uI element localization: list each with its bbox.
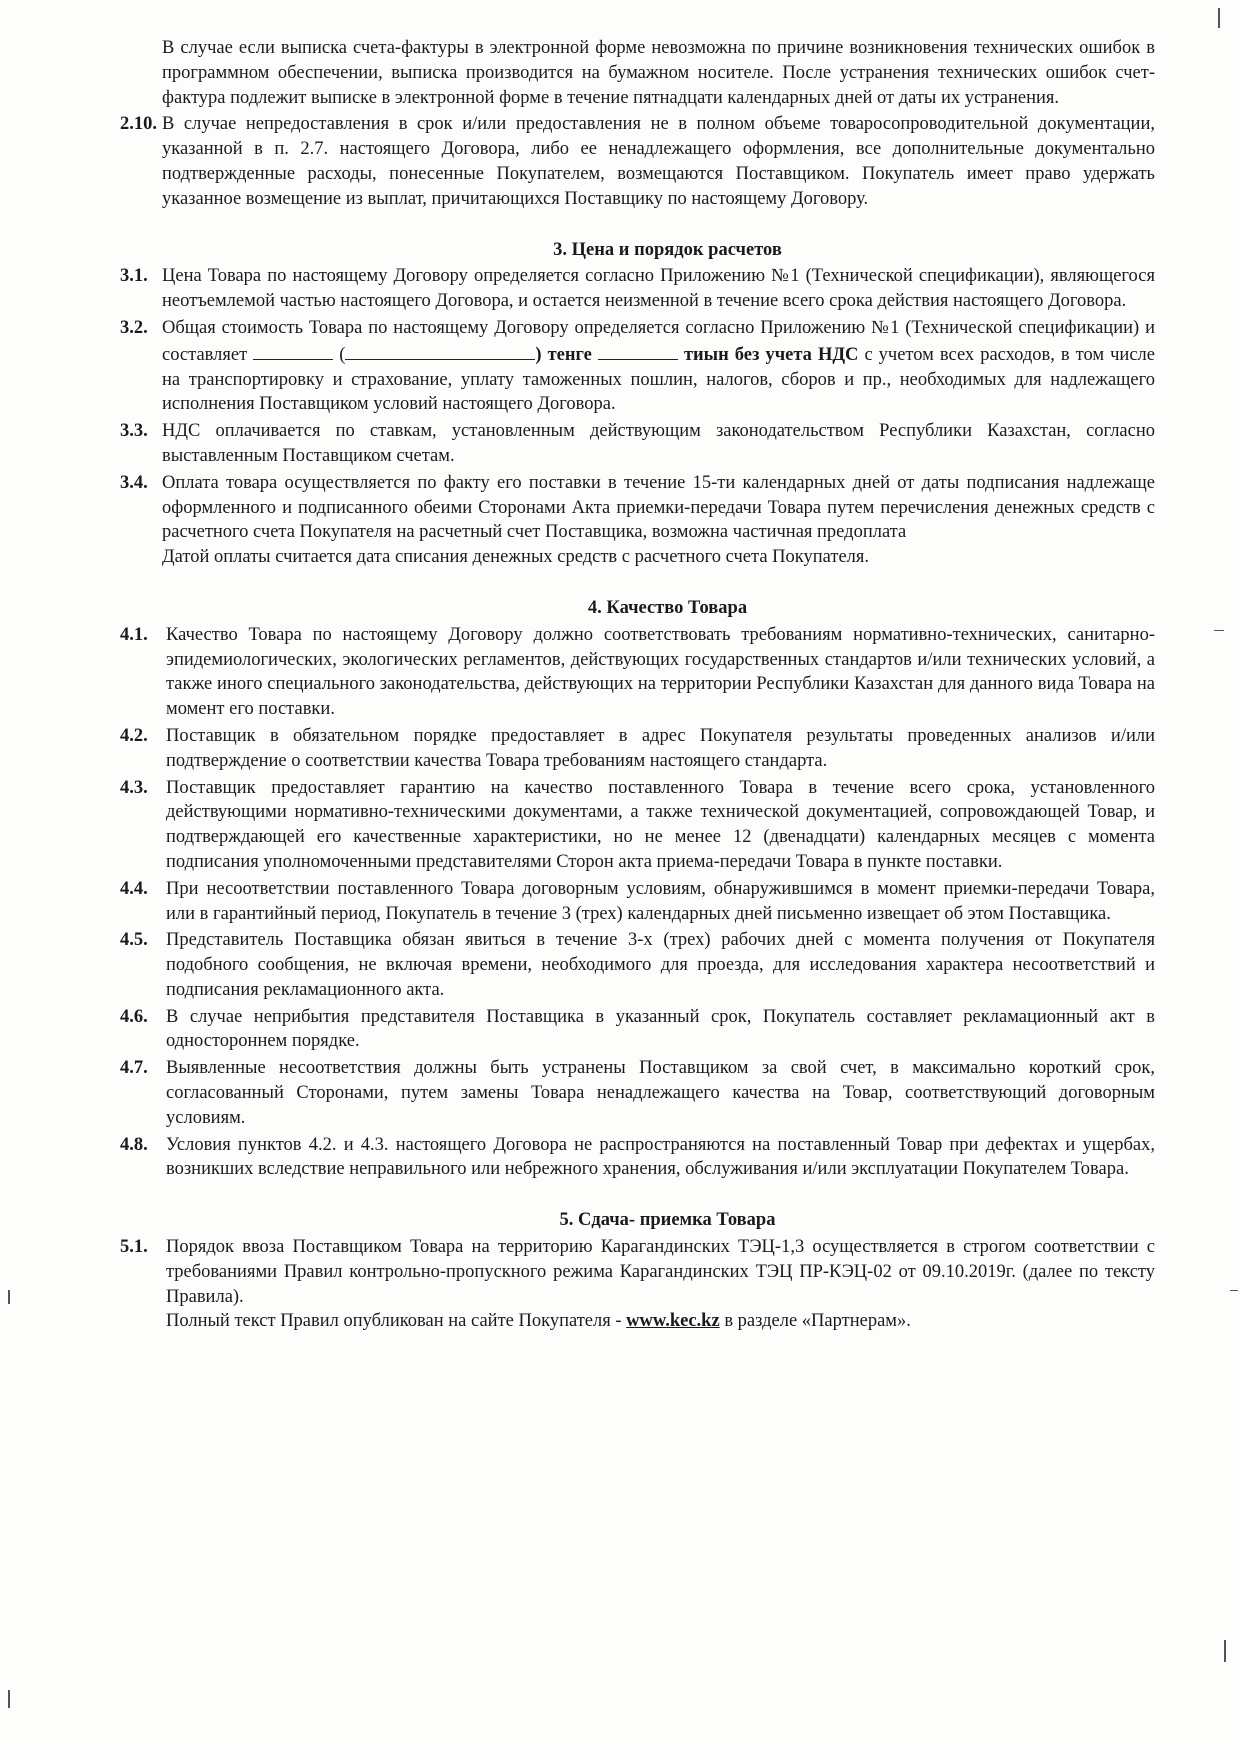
clause-5-1 [120,1235,1155,1309]
clause-number: 4.3. [120,777,148,798]
clause-3-3 [120,419,1155,469]
tenge-label: ) тенге [535,344,592,365]
clause-text: При несоответствии поставленного Товара договорным условиям, обнаружившимся в момент приемки-передачи Товара, или в гарантийный период, Покупатель в течение 3 (трех) календарных дней письменно извещает об этом Поставщика. [166,878,1155,924]
clause-4-7 [120,1056,1155,1130]
clause-3-2 [120,316,1155,417]
section-4-heading: 4. Качество Товара [587,597,748,618]
clause-3-2-text-b: с учетом всех расходов, в том числе на транспортировку и страхование, уплату таможенных пошлин, налогов, сборов и пр., необходимых для надлежащего исполнения Поставщиком условий настоящего Договора. [162,344,1155,415]
clause-text: Оплата товара осуществляется по факту его поставки в течение 15-ти календарных дней от даты подписания надлежаще оформленного и подписанного обеими Сторонами Акта приемки-передачи Товара путем перечисления денежных средств с расчетного счета Покупателя на расчетный счет Поставщика, возможна частичная предоплата [162,472,1155,543]
tiyn-blank[interactable] [598,341,678,360]
clause-text: Качество Товара по настоящему Договору должно соответствовать требованиям нормативно-технических, санитарно-эпидемиологических, экологических регламентов, действующих государственных стандартов и/или технических условий, а также иного специального законодательства, действующих на территории Республики Казахстан для данного вида Товара на момент его поставки. [166,624,1155,720]
clause-4-2 [120,724,1155,774]
clause-number: 5.1. [120,1237,148,1258]
clause-number: 4.7. [120,1058,148,1079]
clause-text: В случае неприбытия представителя Поставщика в указанный срок, Покупатель составляет рекламационный акт в одностороннем порядке. [166,1006,1155,1052]
scan-edge-mark [1218,8,1220,28]
amount-words-blank[interactable] [345,341,535,360]
scan-edge-mark [1230,1290,1238,1291]
clause-3-1 [120,264,1155,314]
clause-number: 4.2. [120,725,148,746]
clause-text: НДС оплачивается по ставкам, установленным действующим законодательством Республики Казахстан, согласно выставленным Поставщиком счетам. [162,421,1155,466]
scan-edge-mark [8,1290,10,1304]
clause-number: 3.2. [120,317,148,338]
clause-number: 3.1. [120,266,148,287]
clause-number: 4.4. [120,878,148,899]
clause-text: Условия пунктов 4.2. и 4.3. настоящего Договора не распространяются на поставленный Товар при дефектах и ущербах, возникших вследствие неправильного или небрежного хранения, обслуживания и/или эксплуатации Покупателем Товара. [166,1134,1155,1180]
document-body [120,36,1155,1334]
clause-text: Представитель Поставщика обязан явиться в течение 3-х (трех) рабочих дней с момента получения от Покупателя подобного сообщения, не включая времени, необходимого для проезда, для исследования характера несоответствий и подписания рекламационного акта. [166,930,1155,1000]
payment-date-note: Датой оплаты считается дата списания денежных средств с расчетного счета Покупателя. [162,547,870,568]
clause-4-4 [120,877,1155,927]
tiyn-label: тиын без учета НДС [683,344,859,365]
paragraph-2-9-continuation: В случае если выписка счета-фактуры в электронной форме невозможна по причине возникновения технических ошибок в программном обеспечении, выписка производится на бумажном носителе. После устранения технических ошибок счет-фактура подлежит выписке в электронной форме в течение пятнадцати календарных дней от даты их устранения. [162,38,1155,108]
clause-number: 3.4. [120,472,148,493]
clause-2-10 [120,112,1155,211]
scan-edge-mark [1224,1640,1226,1662]
clause-number: 4.5. [120,930,148,951]
section-5-heading: 5. Сдача- приемка Товара [559,1210,776,1231]
scan-edge-mark [1214,630,1224,631]
clause-3-2-text-a: Общая стоимость Товара по настоящему Договору определяется согласно Приложению №1 (Технической спецификации) и составляет [162,317,1155,365]
clause-4-3 [120,776,1155,875]
clause-number: 4.6. [120,1006,148,1027]
rules-note-text-a: Полный текст Правил опубликован на сайте Покупателя - [166,1311,622,1332]
clause-text [162,316,1155,417]
rules-publication-note [120,1309,1155,1334]
clause-number: 2.10. [120,114,157,135]
rules-note-text-b: в разделе «Партнерам». [724,1311,911,1332]
clause-text: Порядок ввоза Поставщиком Товара на территорию Карагандинских ТЭЦ-1,3 осуществляется в строгом соответствии с требованиями Правил контрольно-пропускного режима Карагандинских ТЭЦ ПР-КЭЦ-02 от 09.10.2019г. (далее по тексту Правила). [166,1237,1155,1307]
clause-number: 4.1. [120,624,148,645]
clause-4-6 [120,1005,1155,1055]
clause-4-1 [120,623,1155,722]
amount-figures-blank[interactable] [253,341,333,360]
clause-text: Цена Товара по настоящему Договору определяется согласно Приложению №1 (Технической спецификации), являющегося неотъемлемой частью настоящего Договора, и остается неизменной в течение всего срока действия настоящего Договора. [162,266,1155,312]
website-link[interactable]: www.kec.kz [626,1311,720,1332]
clause-text: Выявленные несоответствия должны быть устранены Поставщиком за свой счет, в максимально короткий срок, согласованный Сторонами, путем замены Товара ненадлежащего качества на Товар, соответствующий договорным условиям. [166,1058,1155,1128]
paren-open: ( [339,344,346,365]
clause-number: 4.8. [120,1134,148,1155]
clause-3-4 [120,471,1155,545]
scan-edge-mark [8,1690,10,1708]
clause-text: Поставщик предоставляет гарантию на качество поставленного Товара в течение всего срока, установленного действующими нормативно-техническими документами, а также технической документацией, сопровождающей Товар, и подтверждающей его качественные характеристики, но не менее 12 (двенадцати) календарных месяцев с момента подписания уполномоченными представителями Сторон акта приема-передачи Товара в пункте поставки. [166,777,1155,872]
clause-4-8 [120,1133,1155,1183]
clause-4-5 [120,928,1155,1002]
section-3-heading: 3. Цена и порядок расчетов [553,239,782,260]
clause-number: 3.3. [120,421,148,442]
clause-text: Поставщик в обязательном порядке предоставляет в адрес Покупателя результаты проведенных анализов и/или подтверждение о соответствии качества Товара требованиям настоящего стандарта. [166,725,1155,771]
clause-text: В случае непредоставления в срок и/или предоставления не в полном объеме товаросопроводительной документации, указанной в п. 2.7. настоящего Договора, либо ее ненадлежащего оформления, все дополнительные документально подтвержденные расходы, понесенные Покупателем, возмещаются Поставщиком. Покупатель имеет право удержать указанное возмещение из выплат, причитающихся Поставщику по настоящему Договору. [162,114,1155,209]
